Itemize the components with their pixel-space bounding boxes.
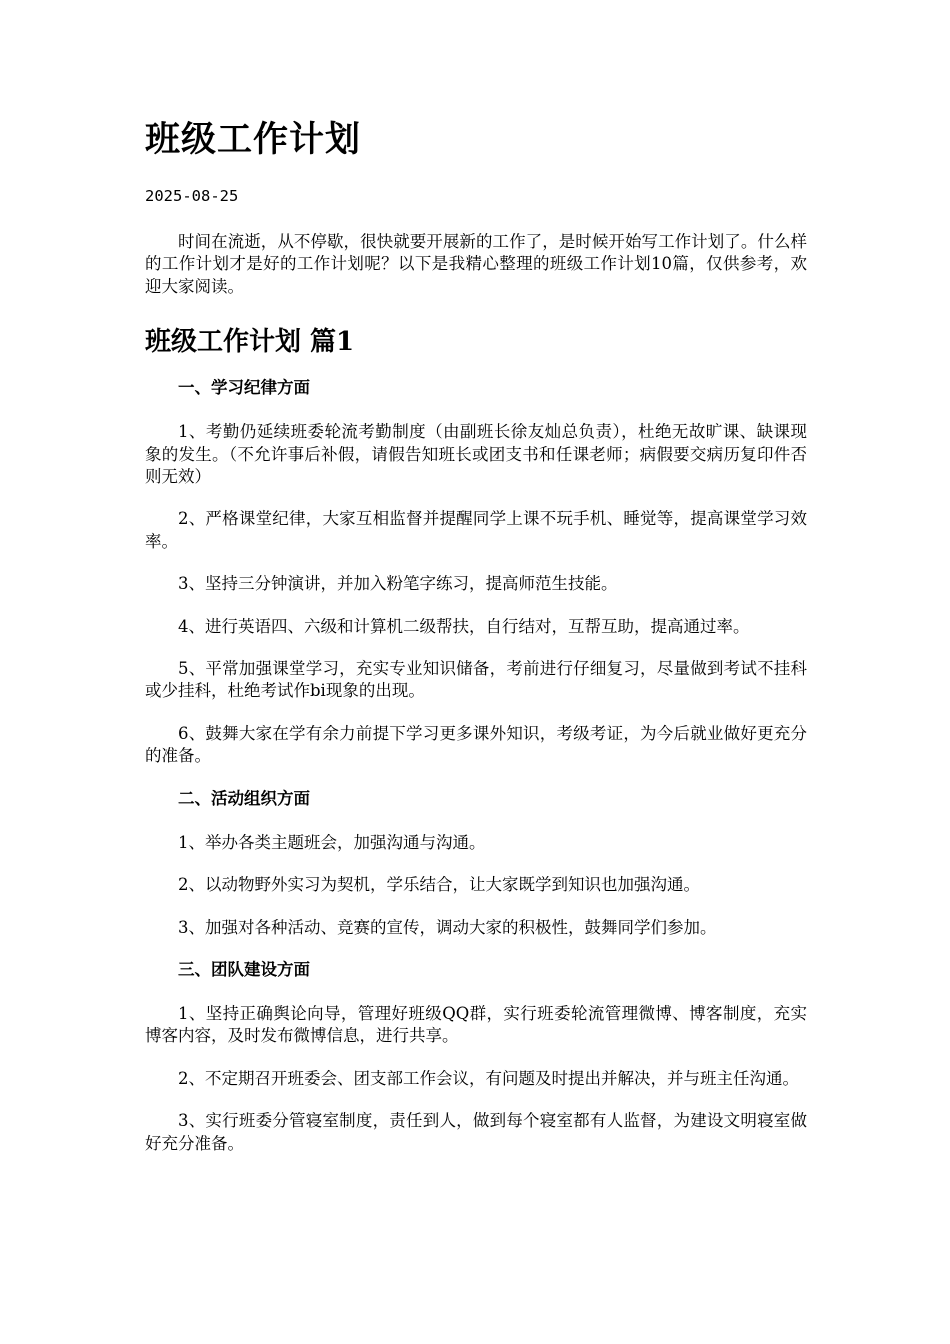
section-heading-team-building: 三、团队建设方面 — [178, 959, 310, 979]
section-2-item-2: 2、以动物野外实习为契机，学乐结合，让大家既学到知识也加强沟通。 — [178, 875, 700, 895]
section-3-item-1: 1、坚持正确舆论向导，管理好班级QQ群，实行班委轮流管理微博、博客制度，充实博客内容，及时发布微博信息，进行共享。 — [145, 1003, 807, 1046]
section-1-item-5: 5、平常加强课堂学习，充实专业知识储备，考前进行仔细复习，尽量做到考试不挂科或少挂科，杜绝考试作bi现象的出现。 — [145, 659, 807, 701]
document-date: 2025-08-25 — [145, 187, 239, 205]
document-page — [145, 112, 807, 1155]
section-1-item-1: 1、考勤仍延续班委轮流考勤制度（由副班长徐友灿总负责），杜绝无故旷课、缺课现象的发生。（不允许事后补假，请假告知班长或团支书和任课老师；病假要交病历复印件否则无效） — [145, 422, 807, 487]
section-1-item-6: 6、鼓舞大家在学有余力前提下学习更多课外知识，考级考证，为今后就业做好更充分的准备。 — [145, 723, 807, 766]
document-title: 班级工作计划 — [145, 119, 362, 160]
chapter-title: 班级工作计划 篇1 — [145, 327, 355, 358]
section-1-item-2: 2、严格课堂纪律，大家互相监督并提醒同学上课不玩手机、睡觉等，提高课堂学习效率。 — [145, 509, 807, 551]
section-1-item-3: 3、坚持三分钟演讲，并加入粉笔字练习，提高师范生技能。 — [178, 574, 618, 594]
section-2-item-3: 3、加强对各种活动、竞赛的宣传，调动大家的积极性，鼓舞同学们参加。 — [178, 917, 717, 937]
section-heading-study-discipline: 一、学习纪律方面 — [178, 378, 310, 398]
section-3-item-3: 3、实行班委分管寝室制度，责任到人，做到每个寝室都有人监督，为建设文明寝室做好充分准备。 — [145, 1111, 807, 1153]
section-2-item-1: 1、举办各类主题班会，加强沟通与沟通。 — [178, 832, 486, 852]
section-heading-activities: 二、活动组织方面 — [178, 788, 310, 808]
section-1-item-4: 4、进行英语四、六级和计算机二级帮扶，自行结对，互帮互助，提高通过率。 — [178, 616, 750, 636]
intro-paragraph: 时间在流逝，从不停歇，很快就要开展新的工作了，是时候开始写工作计划了。什么样的工作计划才是好的工作计划呢？以下是我精心整理的班级工作计划10篇，仅供参考，欢迎大家阅读。 — [145, 232, 807, 296]
section-3-item-2: 2、不定期召开班委会、团支部工作会议，有问题及时提出并解决，并与班主任沟通。 — [178, 1068, 799, 1088]
